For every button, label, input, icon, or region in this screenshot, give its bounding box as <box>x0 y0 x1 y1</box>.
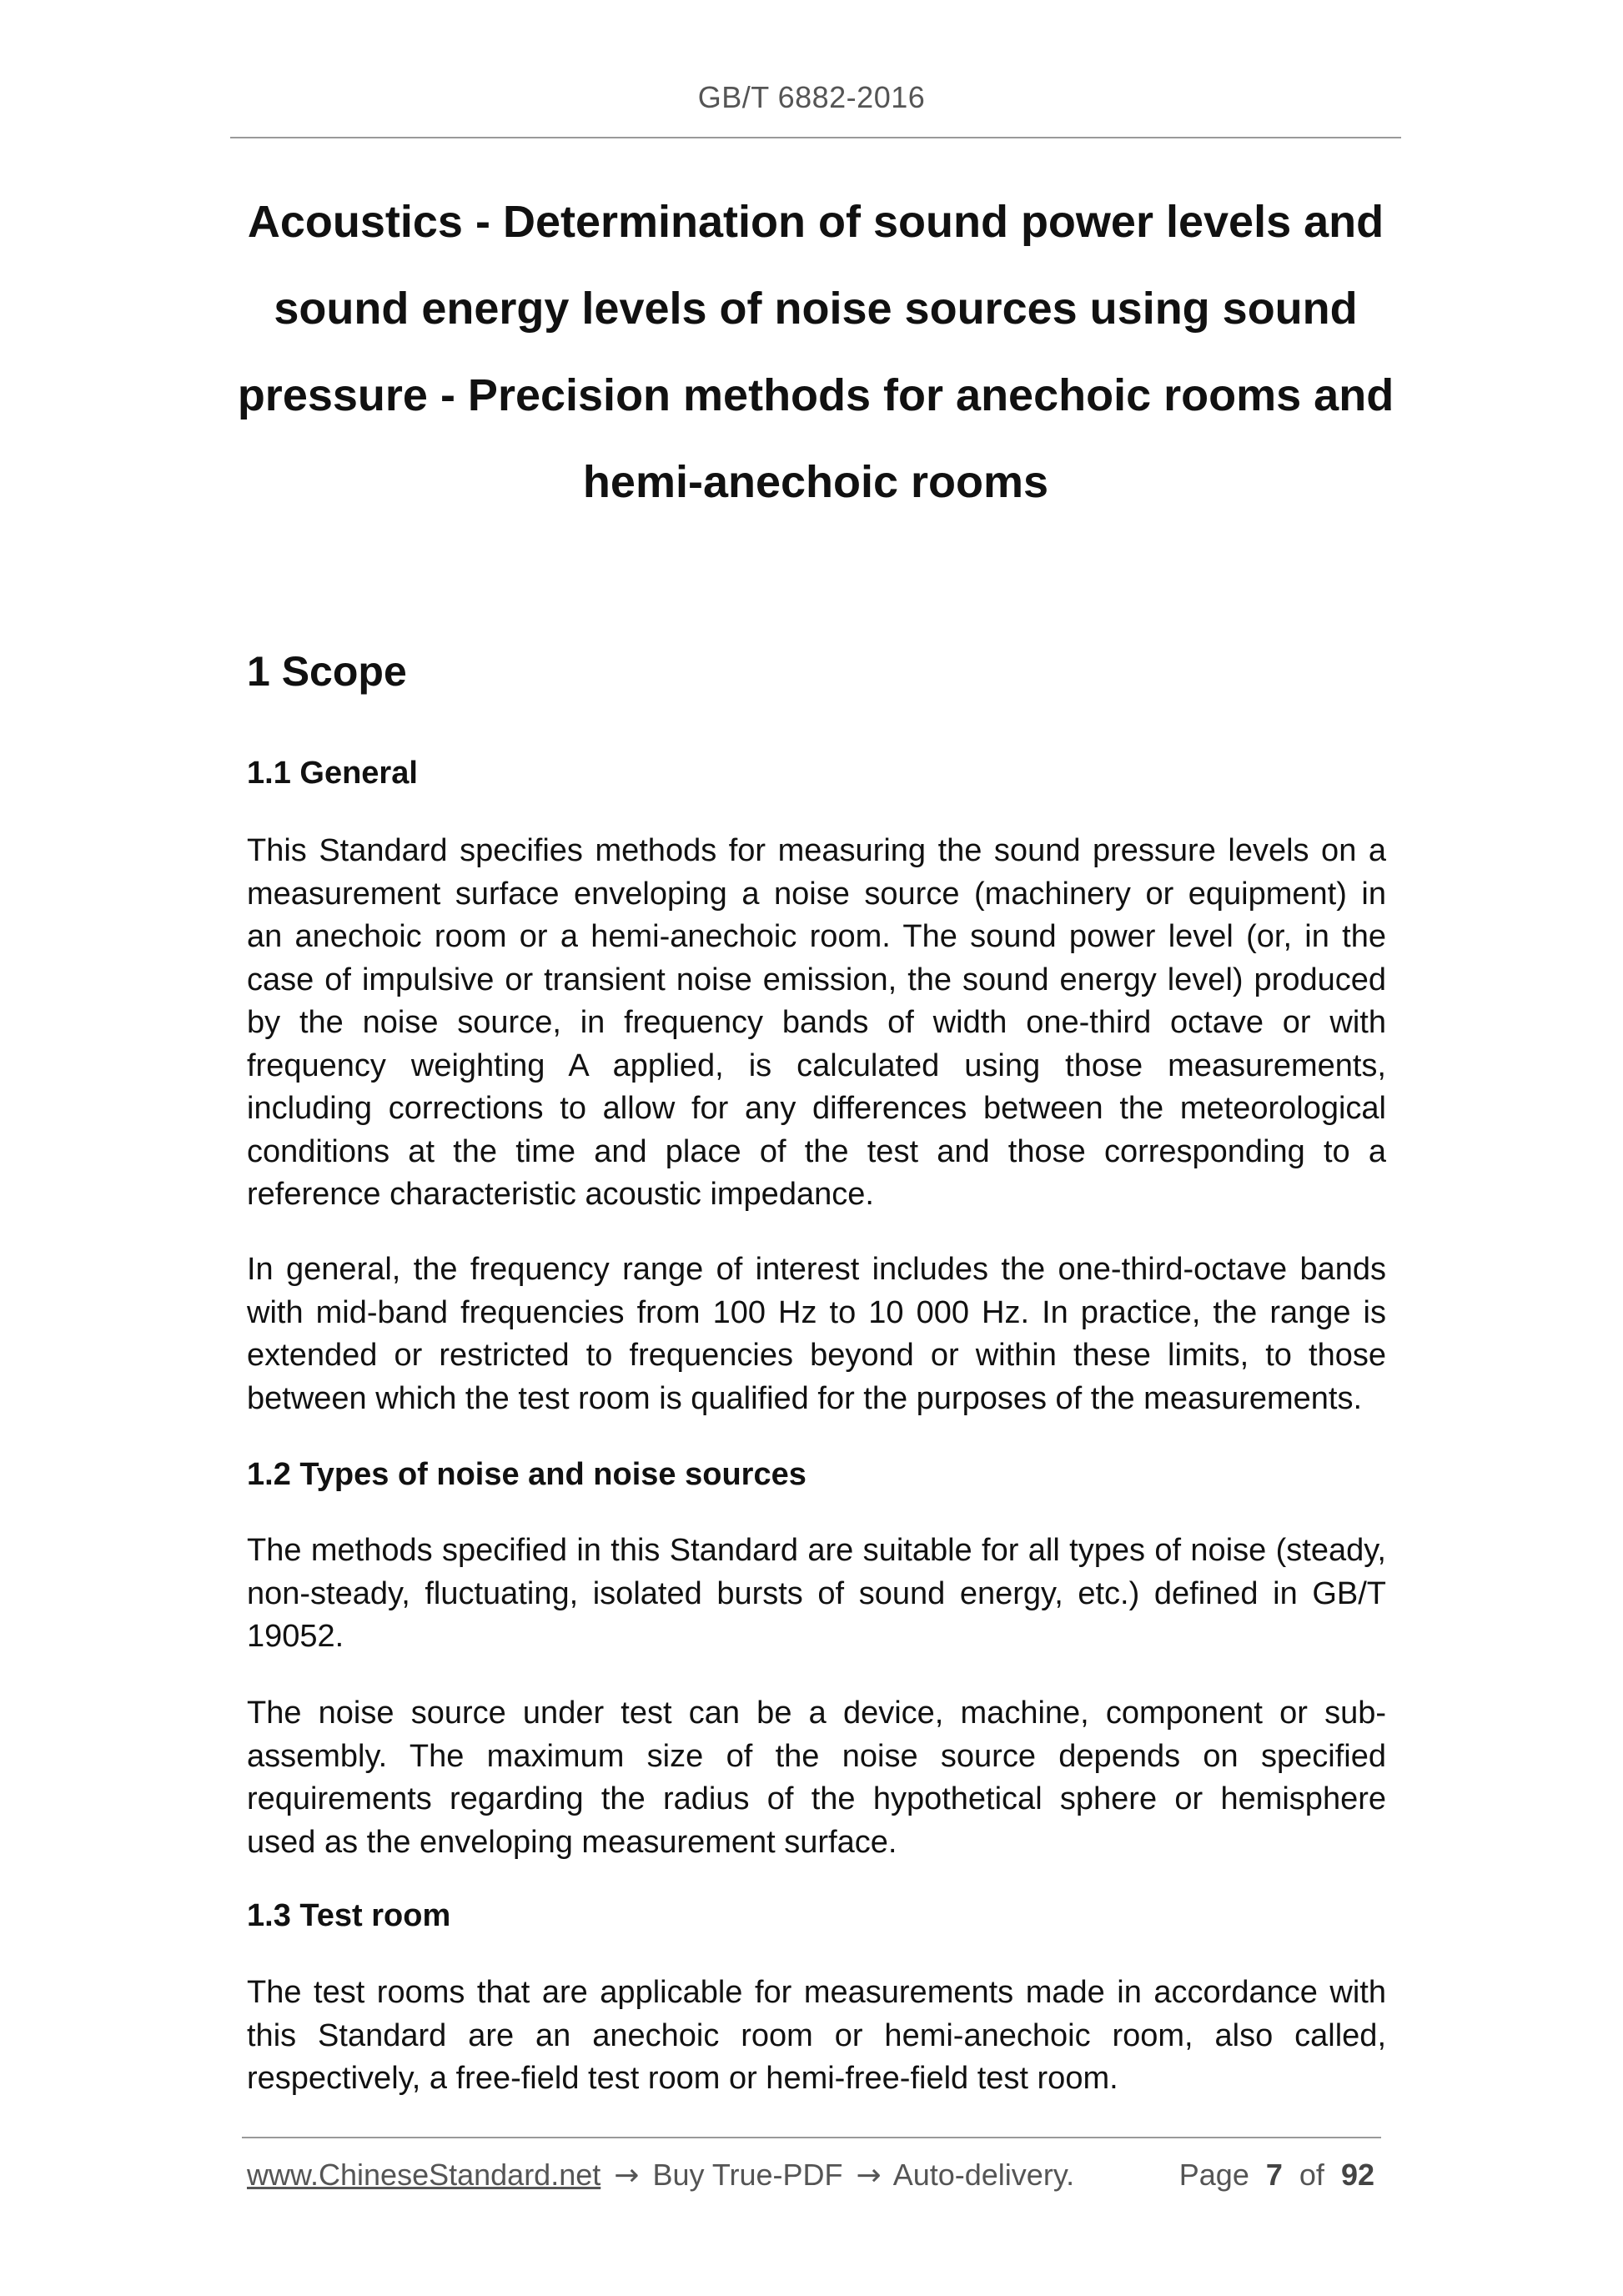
text-line: this Standard are an anechoic room or hemi-anechoic room, also called, <box>247 2017 1386 2053</box>
paragraph-general-2 <box>247 1248 1386 1420</box>
text-line: conditions at the time and place of the test and those corresponding to a <box>247 1133 1386 1169</box>
auto-delivery-text: Auto-delivery. <box>892 2158 1075 2192</box>
document-title <box>230 178 1401 525</box>
text-line: case of impulsive or transient noise emission, the sound energy level) produced <box>247 962 1386 997</box>
text-line: The test rooms that are applicable for measurements made in accordance with <box>247 1975 1386 2010</box>
text-line: frequency weighting A applied, is calculated using those measurements, <box>247 1048 1386 1083</box>
text-line: 19052. <box>247 1619 344 1654</box>
paragraph-noise-types-2 <box>247 1692 1386 1864</box>
text-line: respectively, a free-field test room or hemi-free-field test room. <box>247 2061 1118 2096</box>
section-heading-scope: 1 Scope <box>247 648 407 695</box>
header-divider <box>230 137 1401 138</box>
paragraph-general-1 <box>247 830 1386 1217</box>
paragraph-noise-types-1 <box>247 1530 1386 1659</box>
subsection-heading-noise-types: 1.2 Types of noise and noise sources <box>247 1457 806 1492</box>
website-link[interactable]: www.ChineseStandard.net <box>247 2158 601 2192</box>
text-line: In general, the frequency range of interest includes the one-third-octave bands <box>247 1252 1386 1287</box>
text-line: measurement surface enveloping a noise source (machinery or equipment) in <box>247 876 1386 912</box>
document-header <box>0 80 1623 115</box>
footer-divider <box>242 2137 1381 2138</box>
standard-code: GB/T 6882-2016 <box>697 80 926 114</box>
arrow-right-icon: → <box>614 2158 640 2193</box>
title-line: sound energy levels of noise sources using sound <box>274 284 1358 334</box>
text-line: requirements regarding the radius of the hypothetical sphere or hemisphere <box>247 1781 1386 1816</box>
text-line: with mid-band frequencies from 100 Hz to 10 000 Hz. In practice, the range is <box>247 1294 1386 1330</box>
subsection-heading-test-room: 1.3 Test room <box>247 1898 451 1933</box>
of-label: of <box>1299 2158 1324 2192</box>
title-line: pressure - Precision methods for anechoic rooms and <box>237 370 1394 420</box>
text-line: non-steady, fluctuating, isolated bursts of sound energy, etc.) defined in GB/T <box>247 1575 1386 1611</box>
buy-true-pdf-text: Buy True-PDF <box>652 2158 843 2192</box>
text-line: The methods specified in this Standard are suitable for all types of noise (steady, <box>247 1533 1386 1568</box>
text-line: reference characteristic acoustic impedance. <box>247 1177 874 1212</box>
text-line: extended or restricted to frequencies beyond or within these limits, to those <box>247 1338 1386 1373</box>
text-line: an anechoic room or a hemi-anechoic room. The sound power level (or, in the <box>247 919 1386 954</box>
title-line: Acoustics - Determination of sound power levels and <box>247 197 1384 247</box>
total-pages: 92 <box>1340 2158 1374 2192</box>
title-line: hemi-anechoic rooms <box>582 457 1049 507</box>
text-line: by the noise source, in frequency bands of width one-third octave or with <box>247 1005 1386 1040</box>
page-label: Page <box>1178 2158 1249 2192</box>
page-footer <box>247 2158 1381 2193</box>
arrow-right-icon: → <box>856 2158 882 2193</box>
text-line: The noise source under test can be a device, machine, component or sub- <box>247 1696 1386 1731</box>
text-line: used as the enveloping measurement surface. <box>247 1824 897 1860</box>
subsection-heading-general: 1.1 General <box>247 756 418 791</box>
text-line: between which the test room is qualified for the purposes of the measurements. <box>247 1380 1363 1416</box>
text-line: assembly. The maximum size of the noise source depends on specified <box>247 1738 1386 1774</box>
text-line: including corrections to allow for any differences between the meteorological <box>247 1091 1386 1126</box>
paragraph-test-room-1 <box>247 1972 1386 2101</box>
page-indicator <box>1179 2158 1374 2193</box>
current-page-number: 7 <box>1265 2158 1283 2192</box>
text-line: This Standard specifies methods for measuring the sound pressure levels on a <box>247 833 1386 868</box>
